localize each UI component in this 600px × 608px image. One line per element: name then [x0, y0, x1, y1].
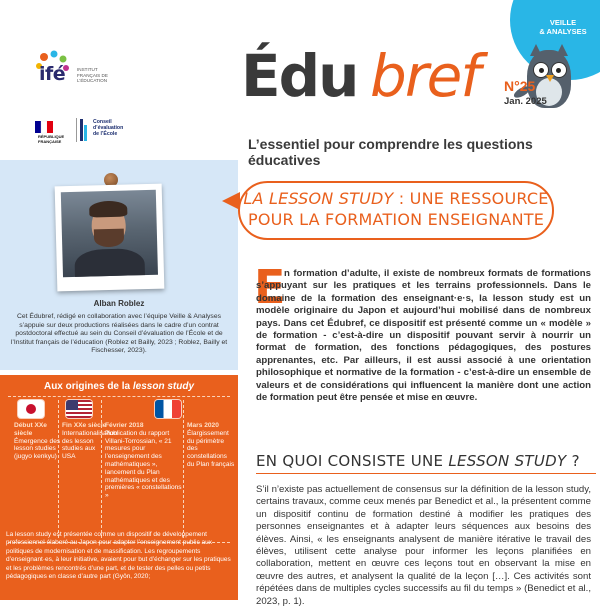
- issue-number: N°25: [504, 78, 536, 94]
- article-body: S’il n’existe pas actuellement de consensus sur la définition de la lesson study, certains travaux, comme ceux menés par Benedict et al., la présentent comme un dispositif continu de formation destiné à modifier les pratiques des personnes enseignantes et à adapter leurs séquences aux besoins des élèves. Ainsi, « les enseignants analysent de manière itérative le travail des élèves, utilisent cette analyse pour informer les leçons planifiées en collaboration, mettent en œuvre ces leçons tout en observant la mise en œuvre des autres, et analysent la qualité de la leçon […]. Ces activités sont répétées dans de multiples cycles successifs au fil du temps » (Benedict et al., 2023, p. 1).: [256, 484, 591, 607]
- publication-subtitle: L’essentiel pour comprendre les questions éducatives: [248, 136, 533, 168]
- issue-date: Jan. 2025: [504, 96, 547, 107]
- origins-text: La lesson study est présentée comme un dispositif de développement professionnel élaboré au Japon pour adapter l’enseignement public aux politiques de modernisation et de massification. Les regroupements d’enseignant·es, à leur initiative, avaient pour but d’échanger sur les pratiques et les problèmes rencontrés d’une part, et de tester des pelles ou petits pédagogiques en classe d’autre part (Gyôn, 2020;: [6, 531, 231, 581]
- drop-cap: E: [254, 260, 286, 314]
- section-heading: EN QUOI CONSISTE UNE LESSON STUDY ?: [256, 452, 580, 470]
- left-sidebar: [0, 0, 238, 600]
- publication-title-accent: bref: [370, 42, 479, 110]
- timeline-text: Internationalisation des lesson studies aux USA: [62, 429, 118, 461]
- usa-flag-icon: [66, 400, 92, 418]
- republique-francaise-text: RÉPUBLIQUE FRANÇAISE: [38, 134, 65, 144]
- timeline-item-3: [105, 400, 183, 500]
- timeline-separator: [183, 400, 185, 538]
- author-photo: [61, 190, 158, 277]
- article-headline-line2: POUR LA FORMATION ENSEIGNANTE: [247, 210, 545, 229]
- timeline-date: Fin XXe siècle: [62, 422, 107, 429]
- cee-name: Conseil d’évaluation de l’École: [93, 119, 124, 138]
- timeline-text: Élargissement du périmètre des constellations du Plan français: [187, 429, 235, 468]
- timeline-text: Publication du rapport Villani-Torrossian, « 21 mesures pour l’enseignement des mathématiques », lancement du Plan mathématiques et des premières « constellations »: [105, 429, 182, 500]
- timeline-separator: [101, 400, 103, 538]
- cee-logo-icon: [80, 119, 88, 141]
- section-heading-rule: [256, 473, 596, 474]
- timeline-item-4: [187, 422, 235, 469]
- ife-institution-name: INSTITUT FRANÇAIS DE L’ÉDUCATION: [77, 67, 108, 84]
- author-intro-text: Cet Édubref, rédigé en collaboration avec l’équipe Veille & Analyses s’appuie sur deux productions réalisées dans le cadre d’un contrat postdoctoral effectué au sein du Conseil d’évaluation de l’École et de l’Institut français de l’éducation (Roblez et Bailly, 2023 ; Roblez, Bailly et Fischesser, 2023).: [10, 313, 228, 355]
- logo-divider: [76, 118, 77, 142]
- timeline-date: Début XXe siècle: [14, 422, 47, 437]
- timeline-date: Mars 2020: [187, 422, 219, 429]
- veille-badge-label: VEILLE & ANALYSES: [539, 18, 587, 36]
- author-photo-frame: [55, 184, 165, 292]
- origins-title: Aux origines de la lesson study: [43, 381, 195, 392]
- origins-divider: [8, 396, 230, 397]
- article-lead: n formation d’adulte, il existe de nombreux formats de formations s’appuyant sur les pratiques et les terrains professionnels. Dans le domaine de la formation des enseignant·e·s, la lesson study est un modèle originaire du Japon et aujourd’hui mobilisé dans de nombreux pays. Dans cet Édubref, ce dispositif est présenté comme un « modèle » de formation - c’est-à-dire un dispositif pouvant servir à nourrir un format de formation, des fonctions pédagogiques, des postures apprenantes, etc. Par ailleurs, il est aussi associé à une orientation philosophique et normative de la formation - c’est-à-dire un ensemble de valeurs et de considérations qui influencent la manière dont une action de formation peut être pensée et mise en œuvre.: [256, 268, 591, 404]
- timeline-date: Février 2018: [105, 422, 144, 429]
- france-flag-icon: [155, 400, 181, 418]
- ife-wordmark: ifé: [39, 63, 66, 85]
- publication-title: Édu: [241, 42, 358, 110]
- article-headline-line1: LA LESSON STUDY : UNE RESSOURCE: [243, 189, 549, 208]
- japan-flag-icon: [18, 400, 44, 418]
- timeline-text: Émergence des lesson studies (jugyo kenkyu): [14, 437, 61, 461]
- timeline-separator: [58, 400, 60, 538]
- timeline-item-1: [14, 400, 62, 461]
- author-name: Alban Roblez: [93, 299, 145, 308]
